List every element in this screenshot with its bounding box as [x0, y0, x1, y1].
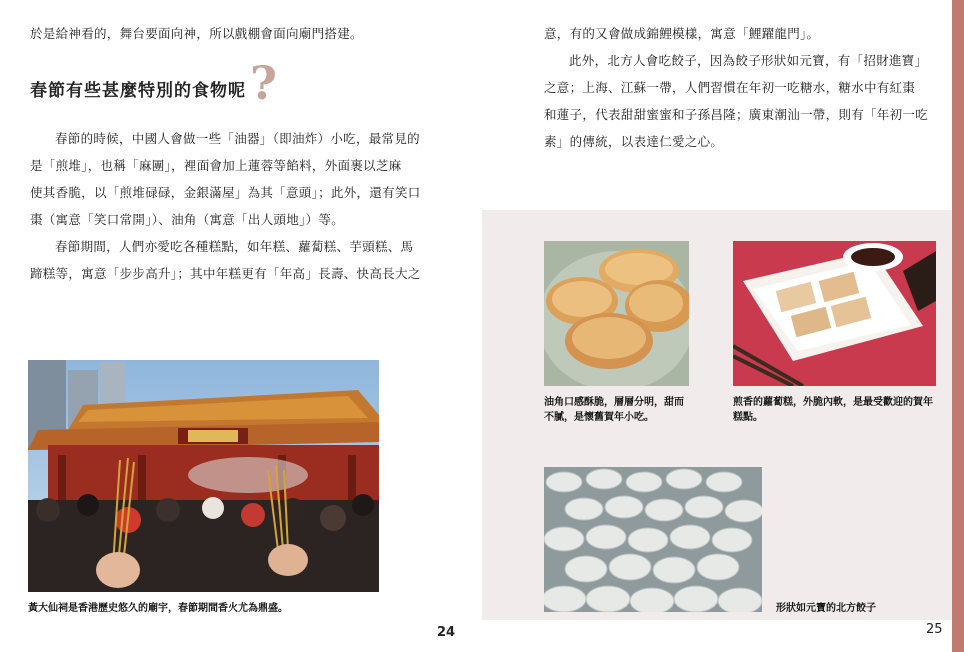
paragraph-northern-food — [544, 47, 944, 155]
fried-dumplings-caption: 油角口感酥脆，層層分明，甜而不膩，是懷舊賀年小吃。 — [544, 397, 684, 423]
text-line: 和蓮子，代表甜甜蜜蜜和子孫昌隆；廣東潮汕一帶，則有「年初一吃 — [544, 107, 929, 122]
turnip-cake-caption: 煎香的蘿蔔糕，外脆內軟，是最受歡迎的賀年糕點。 — [733, 397, 933, 423]
text-line: 棗（寓意「笑口常開」）、油角（寓意「出人頭地」）等。 — [30, 212, 345, 227]
page-number-right: 25 — [926, 622, 943, 637]
text-line: 蹄糕等，寓意「步步高升」；其中年糕更有「年高」長壽、快高長大之 — [30, 266, 421, 281]
section-heading: 春節有些甚麼特別的食物呢 — [30, 81, 246, 101]
intro-line: 於是給神看的，舞台要面向神，所以戲棚會面向廟門搭建。 — [30, 26, 363, 41]
right-page — [482, 0, 964, 652]
text-line: 之意；上海、江蘇一帶，人們習慣在年初一吃糖水，糖水中有紅棗 — [544, 80, 916, 95]
temple-photo — [28, 360, 379, 592]
paragraph-carp — [544, 20, 944, 47]
fried-dumplings-photo — [544, 241, 689, 386]
temple-caption: 黃大仙祠是香港歷史悠久的廟宇，春節期間香火尤為鼎盛。 — [28, 603, 288, 614]
jiaozi-caption: 形狀如元寶的北方餃子 — [776, 603, 876, 614]
paragraph-cakes — [30, 233, 430, 287]
jiaozi-photo — [544, 467, 762, 612]
text-line: 使其香脆，以「煎堆碌碌，金銀滿屋」為其「意頭」；此外，還有笑口 — [30, 185, 421, 200]
text-line: 春節的時候，中國人會做一些「油器」（即油炸）小吃，最常見的 — [55, 131, 420, 146]
text-line: 春節期間，人們亦愛吃各種糕點，如年糕、蘿蔔糕、芋頭糕、馬 — [55, 239, 414, 254]
text-line: 意，有的又會做成錦鯉模樣，寓意「鯉躍龍門」。 — [544, 26, 820, 41]
question-mark-icon: ? — [250, 56, 277, 110]
text-line: 是「煎堆」，也稱「麻團」，裡面會加上蓮蓉等餡料，外面裹以芝麻 — [30, 158, 402, 173]
page-number-left: 24 — [437, 625, 456, 640]
text-line: 此外，北方人會吃餃子，因為餃子形狀如元寶，有「招財進寶」 — [569, 53, 928, 68]
turnip-cake-photo — [733, 241, 936, 386]
text-line: 素」的傳統，以表達仁愛之心。 — [544, 134, 724, 149]
paragraph-oil-snacks — [30, 125, 430, 233]
